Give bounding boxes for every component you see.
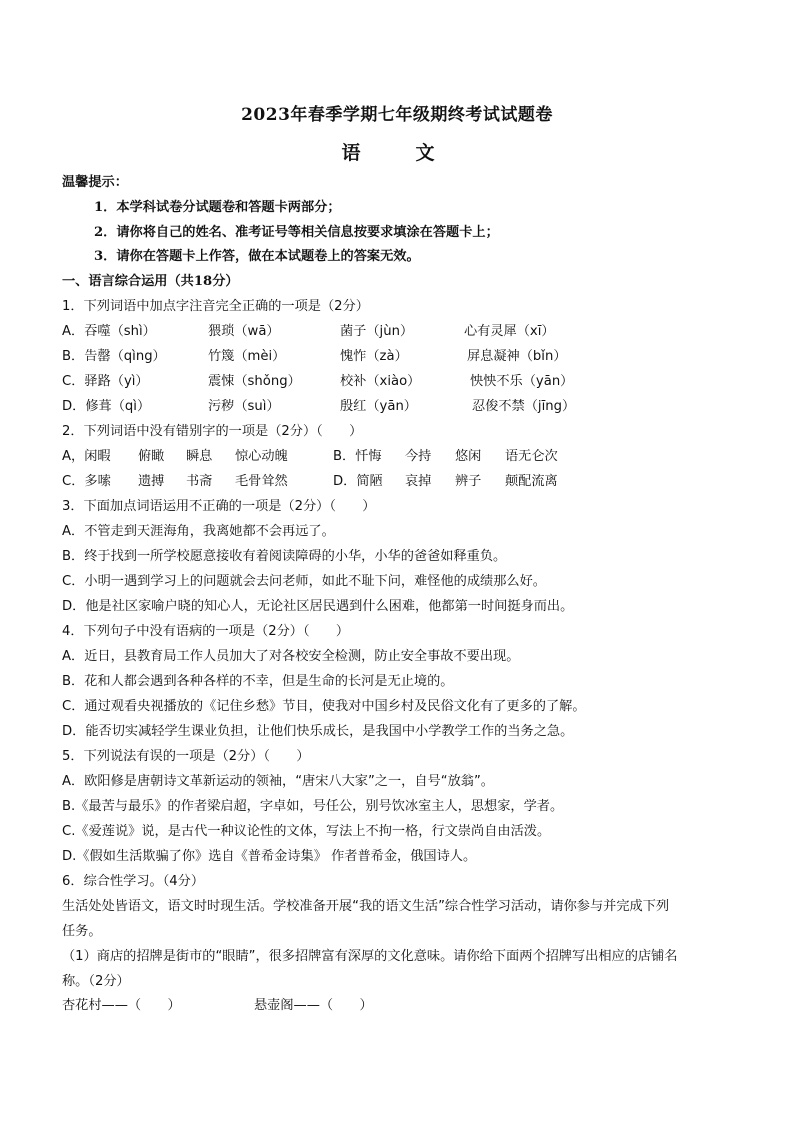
q2-word: 语无仑次 — [505, 449, 558, 464]
q3-option-a: A．不管走到天涯海角，我离她都不会再远了。 — [62, 524, 335, 539]
q2-word: 惊心动魄 — [235, 449, 288, 464]
q2-word: C．多嗦 — [62, 474, 111, 489]
q1-option-d-4: 忍俊不禁（jīng） — [472, 399, 576, 414]
q1-option-d-2: 污秽（suì） — [208, 399, 280, 414]
q2-word: A，闲暇 — [62, 449, 111, 464]
question-6-stem: 6．综合性学习。（4分） — [62, 874, 205, 889]
q6-sub1-line-2: 称。（2分） — [62, 974, 130, 989]
q1-option-b-2: 竹篾（mèi） — [208, 349, 286, 364]
q1-option-a-4: 心有灵犀（xī） — [464, 324, 555, 339]
q5-option-d: D.《假如生活欺骗了你》选自《普希金诗集》 作者普希金，俄国诗人。 — [62, 849, 477, 864]
q2-word: 哀掉 — [405, 474, 432, 489]
tips-heading: 温馨提示： — [62, 175, 128, 190]
question-1-stem: 1．下列词语中加点字注音完全正确的一项是（2分） — [62, 299, 369, 314]
subject-title: 语 文 — [341, 142, 453, 164]
q4-option-a: A．近日，县教育局工作人员加大了对各校安全检测，防止安全事故不要出现。 — [62, 649, 520, 664]
q3-option-d: D．他是社区家喻户晓的知心人，无论社区居民遇到什么困难，他都第一时间挺身而出。 — [62, 599, 574, 614]
exam-title: 2023年春季学期七年级期终考试试题卷 — [241, 105, 553, 125]
q1-option-c-2: 震悚（shǒng） — [208, 374, 301, 389]
q1-option-c-3: 校补（xiào） — [340, 374, 421, 389]
q1-option-a-2: 猥琐（wā） — [208, 324, 280, 339]
q5-option-b: B.《最苦与最乐》的作者梁启超，字卓如，号任公，别号饮冰室主人，思想家，学者。 — [62, 799, 564, 814]
q2-word: 悠闲 — [455, 449, 482, 464]
tip-item-1: 1．本学科试卷分试题卷和答题卡两部分； — [94, 200, 341, 215]
q2-word: 今持 — [405, 449, 432, 464]
q2-word: D．简陋 — [333, 474, 383, 489]
q1-option-d-3: 殷红（yān） — [340, 399, 417, 414]
q1-option-a-1: A．吞噬（shì） — [62, 324, 156, 339]
q5-option-c: C.《爱莲说》说，是古代一种议论性的文体，写法上不拘一格，行文崇尚自由活泼。 — [62, 824, 551, 839]
q2-word: B．忏悔 — [333, 449, 382, 464]
q1-option-b-1: B．告罄（qìng） — [62, 349, 166, 364]
tip-item-2: 2．请你将自己的姓名、准考证号等相关信息按要求填涂在答题卡上； — [94, 225, 499, 240]
question-2-stem: 2．下列词语中没有错别字的一项是（2分）（ ） — [62, 424, 363, 439]
question-3-stem: 3．下面加点词语运用不正确的一项是（2分）（ ） — [62, 499, 376, 514]
q6-blank-a: 杏花村——（ ） — [62, 998, 181, 1013]
q1-option-b-3: 愧怍（zà） — [340, 349, 408, 364]
q1-option-b-4: 屏息凝神（bǐn） — [467, 349, 567, 364]
q2-word: 颠配流离 — [505, 474, 558, 489]
q5-option-a: A．欧阳修是唐朝诗文革新运动的领袖，“唐宋八大家”之一，自号“放翁”。 — [62, 774, 494, 789]
q1-option-c-1: C．驿路（yì） — [62, 374, 149, 389]
question-4-stem: 4．下列句子中没有语病的一项是（2分）（ ） — [62, 624, 350, 639]
question-5-stem: 5．下列说法有误的一项是（2分）（ ） — [62, 749, 310, 764]
q6-blank-b: 悬壶阁——（ ） — [254, 998, 373, 1013]
q2-word: 辨子 — [455, 474, 482, 489]
q2-word: 毛骨耸然 — [235, 474, 288, 489]
q2-word: 书斋 — [186, 474, 213, 489]
tip-item-3: 3．请你在答题卡上作答，做在本试题卷上的答案无效。 — [94, 249, 420, 264]
q4-option-b: B．花和人都会遇到各种各样的不幸，但是生命的长河是无止境的。 — [62, 674, 454, 689]
q3-option-b: B．终于找到一所学校愿意接收有着阅读障碍的小华，小华的爸爸如释重负。 — [62, 549, 507, 564]
q2-word: 俯瞰 — [138, 449, 165, 464]
q2-word: 瞬息 — [186, 449, 213, 464]
q1-option-d-1: D．修葺（qì） — [62, 399, 151, 414]
q6-sub1-line-1: （1）商店的招牌是街市的“眼睛”，很多招牌富有深厚的文化意味。请你给下面两个招牌写出相应的店铺名 — [62, 949, 678, 964]
q6-intro-line-1: 生活处处皆语文，语文时时现生活。学校准备开展“我的语文生活”综合性学习活动，请你参与并完成下列 — [62, 899, 670, 914]
q6-intro-line-2: 任务。 — [62, 924, 102, 939]
q1-option-c-4: 怏怏不乐（yān） — [470, 374, 574, 389]
q4-option-c: C．通过观看央视播放的《记住乡愁》节目，使我对中国乡村及民俗文化有了更多的了解。 — [62, 699, 586, 714]
q4-option-d: D．能否切实减轻学生课业负担，让他们快乐成长，是我国中小学教学工作的当务之急。 — [62, 724, 574, 739]
q2-word: 遗搏 — [138, 474, 165, 489]
q3-option-c: C．小明一遇到学习上的问题就会去问老师，如此不耻下问，难怪他的成绩那么好。 — [62, 574, 546, 589]
section-heading: 一、语言综合运用（共18分） — [62, 274, 239, 289]
q1-option-a-3: 菌子（jùn） — [340, 324, 414, 339]
